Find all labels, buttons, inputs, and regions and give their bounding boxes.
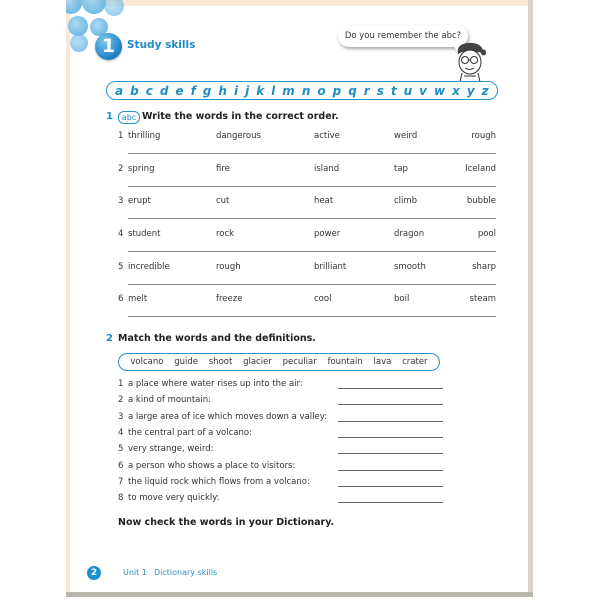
alphabet-letter: q <box>348 83 357 98</box>
alphabet-letter: i <box>233 83 239 98</box>
answer-blank[interactable] <box>338 437 443 438</box>
word-bank-item: fountain <box>327 357 363 367</box>
definition-item <box>118 428 252 438</box>
definition-item <box>118 412 327 422</box>
definition-text: a large area of ice which moves down a valley: <box>128 412 328 422</box>
word: climb <box>394 196 418 206</box>
definition-item <box>118 395 211 405</box>
word-bank-item: crater <box>402 357 428 367</box>
answer-line[interactable] <box>128 284 496 285</box>
definition-text: a kind of mountain: <box>128 395 211 405</box>
alphabet-letter: e <box>175 83 184 98</box>
answer-line[interactable] <box>128 218 496 219</box>
alphabet-letter: o <box>317 83 326 98</box>
exercise-1-title: Write the words in the correct order. <box>142 111 339 122</box>
word: power <box>314 229 341 239</box>
definition-number: 5 <box>118 444 124 454</box>
alphabet-letter: b <box>130 83 139 98</box>
alphabet-letter: x <box>452 83 460 98</box>
alphabet-letter: g <box>202 83 212 98</box>
word: weird <box>394 131 418 141</box>
definition-text: the central part of a volcano: <box>128 428 252 438</box>
alphabet-letter: t <box>390 83 397 98</box>
word: bubble <box>466 196 496 206</box>
definition-text: to move very quickly: <box>128 493 220 503</box>
answer-line[interactable] <box>128 186 496 187</box>
alphabet-strip <box>106 81 498 100</box>
word: dragon <box>394 229 425 239</box>
word: incredible <box>128 262 170 272</box>
row-number: 3 <box>118 196 124 206</box>
word-order-row <box>118 164 498 178</box>
definition-number: 3 <box>118 412 124 422</box>
exercise-1-number: 1 <box>106 111 113 122</box>
word: steam <box>469 294 496 304</box>
definition-item <box>118 461 295 471</box>
word-bank-item: lava <box>373 357 392 367</box>
cartoon-boy-illustration <box>450 40 490 82</box>
definition-number: 6 <box>118 461 124 471</box>
word: smooth <box>394 262 426 272</box>
alphabet-letter: d <box>159 83 169 98</box>
answer-blank[interactable] <box>338 404 443 405</box>
word: fire <box>216 164 230 174</box>
word: melt <box>128 294 148 304</box>
exercise-2-number: 2 <box>106 333 113 344</box>
word: heat <box>314 196 334 206</box>
page-number-badge: 2 <box>87 566 101 580</box>
word: island <box>314 164 340 174</box>
word: spring <box>128 164 155 174</box>
alphabet-letter: c <box>145 83 153 98</box>
row-number: 5 <box>118 262 124 272</box>
definition-item <box>118 493 220 503</box>
alphabet-letter: h <box>218 83 227 98</box>
alphabet-letter: n <box>301 83 311 98</box>
alphabet-letter: p <box>332 83 342 98</box>
alphabet-letter: w <box>434 83 446 98</box>
footer-section-label: Dictionary skills <box>154 568 218 577</box>
word: dangerous <box>216 131 261 141</box>
answer-blank[interactable] <box>338 502 443 503</box>
alphabet-letter: a <box>115 83 124 98</box>
definition-text: a person who shows a place to visitors: <box>128 461 296 471</box>
answer-line[interactable] <box>128 316 496 317</box>
word-bank-item: shoot <box>208 357 233 367</box>
word-order-row <box>118 131 498 145</box>
page-shadow-right <box>528 0 533 597</box>
word: active <box>314 131 340 141</box>
word: rough <box>216 262 241 272</box>
unit-title: Study skills <box>127 39 196 51</box>
word: Iceland <box>465 164 496 174</box>
word: cut <box>216 196 230 206</box>
alphabet-letter: s <box>376 83 384 98</box>
row-number: 4 <box>118 229 124 239</box>
alphabet-letter: r <box>363 83 370 98</box>
alphabet-letter: v <box>419 83 427 98</box>
answer-blank[interactable] <box>338 470 443 471</box>
speech-bubble: Do you remember the abc? <box>338 25 468 47</box>
answer-blank[interactable] <box>338 388 443 389</box>
definition-text: very strange, weird: <box>128 444 214 454</box>
row-number: 1 <box>118 131 124 141</box>
row-number: 2 <box>118 164 124 174</box>
alphabet-letter: u <box>403 83 413 98</box>
definition-text: a place where water rises up into the air: <box>128 379 303 389</box>
word-order-row <box>118 294 498 308</box>
definition-number: 8 <box>118 493 124 503</box>
word: student <box>128 229 161 239</box>
word: tap <box>394 164 408 174</box>
alphabet-letter: l <box>271 83 276 98</box>
answer-line[interactable] <box>128 153 496 154</box>
definition-item <box>118 379 303 389</box>
word: sharp <box>472 262 496 272</box>
word: brilliant <box>314 262 347 272</box>
word-bank-item: glacier <box>243 357 272 367</box>
alphabet-letter: f <box>190 83 196 98</box>
alphabet-letter: j <box>245 83 250 98</box>
word: rock <box>216 229 235 239</box>
word-bank <box>118 353 440 371</box>
word: boil <box>394 294 410 304</box>
answer-blank[interactable] <box>338 421 443 422</box>
answer-blank[interactable] <box>338 486 443 487</box>
word: thrilling <box>128 131 161 141</box>
word: pool <box>477 229 496 239</box>
word-order-row <box>118 196 498 210</box>
alphabet-letter: m <box>282 83 295 98</box>
exercise-2-title: Match the words and the definitions. <box>118 333 316 344</box>
alphabet-letter: y <box>466 83 475 98</box>
check-dictionary-note: Now check the words in your Dictionary. <box>118 517 335 528</box>
abc-icon: abc <box>118 111 140 124</box>
word: freeze <box>216 294 243 304</box>
word-order-row <box>118 229 498 243</box>
footer-unit-label: Unit 1 <box>123 568 147 577</box>
word: rough <box>471 131 496 141</box>
definition-number: 4 <box>118 428 124 438</box>
row-number: 6 <box>118 294 124 304</box>
definition-text: the liquid rock which flows from a volcano: <box>128 477 310 487</box>
word-bank-item: peculiar <box>282 357 317 367</box>
definition-item <box>118 477 310 487</box>
answer-blank[interactable] <box>338 453 443 454</box>
definition-item <box>118 444 214 454</box>
alphabet-letter: z <box>481 83 489 98</box>
page-shadow-bottom <box>66 592 533 597</box>
definition-number: 1 <box>118 379 124 389</box>
unit-number-badge: 1 <box>95 33 122 60</box>
definition-number: 2 <box>118 395 124 405</box>
word: cool <box>314 294 332 304</box>
alphabet-letter: k <box>256 83 265 98</box>
definition-number: 7 <box>118 477 124 487</box>
word-bank-item: guide <box>174 357 198 367</box>
word: erupt <box>128 196 151 206</box>
word-bank-item: volcano <box>130 357 164 367</box>
word-order-row <box>118 262 498 276</box>
answer-line[interactable] <box>128 251 496 252</box>
